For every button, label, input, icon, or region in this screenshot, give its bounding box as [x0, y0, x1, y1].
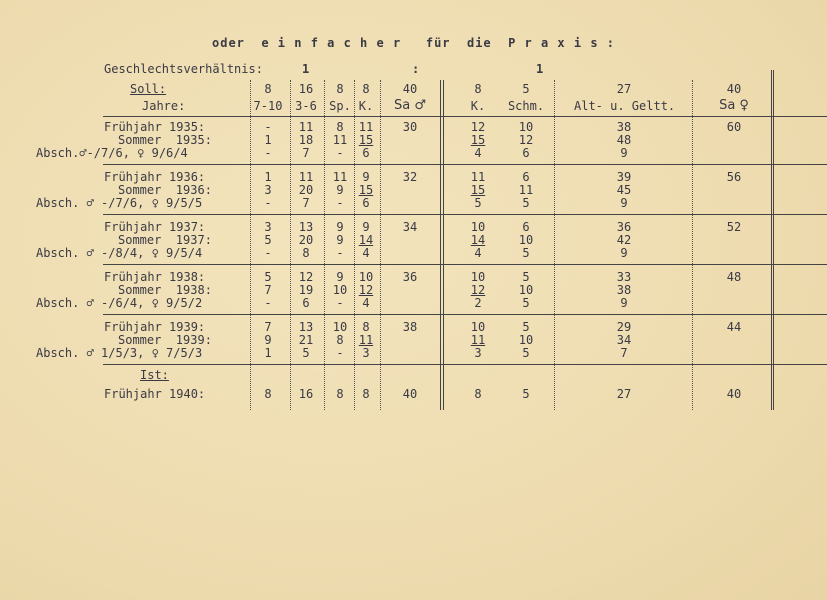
ist-label: Ist:	[140, 368, 169, 382]
ist-value: 8	[474, 387, 482, 401]
table-cell: 45	[616, 183, 632, 197]
column-header: 7-10	[253, 99, 283, 113]
table-cell: 12	[470, 120, 486, 134]
table-cell: 5	[522, 320, 530, 334]
table-cell: 15	[358, 183, 374, 197]
table-cell: 6	[522, 220, 530, 234]
soll-value: 27	[616, 82, 632, 96]
table-cell: -	[336, 196, 344, 210]
table-cell: 3	[264, 220, 272, 234]
table-cell: 33	[616, 270, 632, 284]
column-header: K.	[470, 99, 486, 113]
table-cell: 10	[358, 270, 374, 284]
table-cell: 11	[332, 170, 348, 184]
soll-value: 8	[264, 82, 272, 96]
table-cell: -	[264, 196, 272, 210]
ist-value: 8	[264, 387, 272, 401]
table-cell: 10	[470, 320, 486, 334]
table-cell: 12	[298, 270, 314, 284]
table-cell: 10	[518, 233, 534, 247]
table-cell: 10	[470, 270, 486, 284]
table-cell: 18	[298, 133, 314, 147]
ist-value: 8	[362, 387, 370, 401]
table-cell: 5	[264, 270, 272, 284]
table-cell: 10	[518, 120, 534, 134]
table-cell: 2	[474, 296, 482, 310]
table-cell: 48	[616, 133, 632, 147]
table-cell: 56	[726, 170, 742, 184]
table-cell: 44	[726, 320, 742, 334]
table-cell: 38	[616, 283, 632, 297]
column-header: Sp.	[329, 99, 351, 113]
table-cell: 11	[332, 133, 348, 147]
table-cell: 10	[332, 320, 348, 334]
table-cell: -	[336, 246, 344, 260]
ist-value: 16	[298, 387, 314, 401]
soll-value: 40	[402, 82, 418, 96]
soll-value: 16	[298, 82, 314, 96]
table-cell: 10	[470, 220, 486, 234]
table-cell: 13	[298, 320, 314, 334]
table-cell: 3	[264, 183, 272, 197]
ist-value: 27	[616, 387, 632, 401]
cull-row-label: Absch. ♂ -/8/4, ♀ 9/5/4	[36, 246, 203, 260]
table-cell: 42	[616, 233, 632, 247]
table-cell: 39	[616, 170, 632, 184]
table-cell: 4	[474, 246, 482, 260]
spring-row-label: Frühjahr 1939:	[104, 320, 206, 334]
page-heading: oder e i n f a c h e r für die P r a x i s :	[212, 36, 616, 50]
soll-label: Soll:	[130, 82, 167, 96]
soll-value: 40	[726, 82, 742, 96]
table-cell: 8	[336, 120, 344, 134]
table-cell: 9	[620, 146, 628, 160]
table-cell: 12	[470, 283, 486, 297]
table-cell: 14	[358, 233, 374, 247]
table-cell: 19	[298, 283, 314, 297]
table-cell: 5	[522, 270, 530, 284]
table-cell: 11	[358, 333, 374, 347]
vertical-rule	[692, 80, 693, 410]
table-cell: 7	[302, 196, 310, 210]
table-cell: 12	[518, 133, 534, 147]
soll-value: 8	[362, 82, 370, 96]
table-cell: 36	[616, 220, 632, 234]
table-cell: 10	[518, 333, 534, 347]
table-cell: 9	[336, 183, 344, 197]
years-label: Jahre:	[142, 99, 186, 113]
table-cell: 6	[302, 296, 310, 310]
table-cell: 7	[620, 346, 628, 360]
table-cell: 15	[470, 183, 486, 197]
horizontal-rule	[103, 264, 827, 265]
summer-row-label: Sommer 1935:	[118, 133, 212, 147]
soll-value: 5	[522, 82, 530, 96]
table-cell: 4	[362, 246, 370, 260]
horizontal-rule	[103, 116, 827, 117]
table-cell: 38	[616, 120, 632, 134]
table-cell: 3	[474, 346, 482, 360]
table-cell: 10	[518, 283, 534, 297]
table-cell: 21	[298, 333, 314, 347]
table-cell: 5	[522, 346, 530, 360]
vertical-rule	[250, 80, 251, 410]
table-cell: 9	[336, 233, 344, 247]
column-header: Sa ♂	[393, 98, 426, 113]
table-cell: 60	[726, 120, 742, 134]
table-cell: 6	[522, 146, 530, 160]
horizontal-rule	[103, 214, 827, 215]
ist-value: 5	[522, 387, 530, 401]
table-cell: -	[264, 246, 272, 260]
ist-value: 40	[402, 387, 418, 401]
table-cell: 20	[298, 183, 314, 197]
vertical-rule	[440, 80, 441, 410]
table-cell: 11	[470, 170, 486, 184]
cull-row-label: Absch. ♂ -/7/6, ♀ 9/5/5	[36, 196, 203, 210]
summer-row-label: Sommer 1938:	[118, 283, 212, 297]
horizontal-rule	[103, 164, 827, 165]
table-cell: 34	[616, 333, 632, 347]
vertical-rule	[380, 80, 381, 410]
table-cell: 11	[298, 120, 314, 134]
table-cell: 4	[362, 296, 370, 310]
table-cell: 15	[470, 133, 486, 147]
table-cell: 52	[726, 220, 742, 234]
ratio-sep: :	[412, 62, 420, 76]
table-cell: 14	[470, 233, 486, 247]
table-cell: -	[264, 146, 272, 160]
vertical-rule	[443, 80, 444, 410]
table-cell: 9	[362, 220, 370, 234]
table-cell: -	[336, 346, 344, 360]
summer-row-label: Sommer 1939:	[118, 333, 212, 347]
table-cell: 29	[616, 320, 632, 334]
table-cell: 1	[264, 346, 272, 360]
column-header: 3-6	[295, 99, 317, 113]
table-cell: -	[264, 120, 272, 134]
table-cell: 6	[522, 170, 530, 184]
table-cell: 12	[358, 283, 374, 297]
table-cell: 5	[522, 296, 530, 310]
table-cell: 7	[264, 283, 272, 297]
ratio-right: 1	[536, 62, 544, 76]
table-cell: 10	[332, 283, 348, 297]
table-cell: 5	[264, 233, 272, 247]
ratio-label: Geschlechtsverhältnis:	[104, 62, 263, 76]
table-cell: 38	[402, 320, 418, 334]
ist-row-label: Frühjahr 1940:	[104, 387, 206, 401]
column-header: Schm.	[507, 99, 545, 113]
vertical-rule	[290, 80, 291, 410]
table-cell: 34	[402, 220, 418, 234]
table-cell: 11	[470, 333, 486, 347]
table-cell: 5	[474, 196, 482, 210]
summer-row-label: Sommer 1937:	[118, 233, 212, 247]
table-cell: 7	[302, 146, 310, 160]
table-cell: 8	[302, 246, 310, 260]
table-cell: 4	[474, 146, 482, 160]
summer-row-label: Sommer 1936:	[118, 183, 212, 197]
table-cell: 5	[522, 196, 530, 210]
table-cell: -	[336, 296, 344, 310]
table-cell: 5	[302, 346, 310, 360]
spring-row-label: Frühjahr 1937:	[104, 220, 206, 234]
horizontal-rule	[103, 364, 827, 365]
table-cell: 20	[298, 233, 314, 247]
table-cell: 9	[362, 170, 370, 184]
table-cell: 5	[522, 246, 530, 260]
column-header: K.	[358, 99, 374, 113]
table-cell: 11	[358, 120, 374, 134]
vertical-rule	[354, 80, 355, 410]
table-cell: 8	[362, 320, 370, 334]
table-cell: 1	[264, 133, 272, 147]
table-cell: 48	[726, 270, 742, 284]
table-cell: 9	[620, 196, 628, 210]
table-cell: 36	[402, 270, 418, 284]
table-cell: 1	[264, 170, 272, 184]
vertical-rule	[554, 80, 555, 410]
spring-row-label: Frühjahr 1938:	[104, 270, 206, 284]
table-cell: 30	[402, 120, 418, 134]
soll-value: 8	[336, 82, 344, 96]
cull-row-label: Absch. ♂ -/6/4, ♀ 9/5/2	[36, 296, 203, 310]
table-cell: 3	[362, 346, 370, 360]
column-header: Sa ♀	[719, 98, 749, 113]
table-cell: 9	[336, 270, 344, 284]
table-cell: 13	[298, 220, 314, 234]
horizontal-rule	[103, 314, 827, 315]
ratio-left: 1	[302, 62, 310, 76]
ist-value: 8	[336, 387, 344, 401]
table-cell: 9	[620, 296, 628, 310]
table-cell: 11	[298, 170, 314, 184]
spring-row-label: Frühjahr 1935:	[104, 120, 206, 134]
spring-row-label: Frühjahr 1936:	[104, 170, 206, 184]
table-cell: 15	[358, 133, 374, 147]
vertical-rule	[324, 80, 325, 410]
table-cell: 9	[620, 246, 628, 260]
cull-row-label: Absch.♂-/7/6, ♀ 9/6/4	[36, 146, 188, 160]
vertical-rule	[773, 70, 774, 410]
table-cell: 9	[264, 333, 272, 347]
table-cell: 7	[264, 320, 272, 334]
table-cell: -	[336, 146, 344, 160]
table-cell: -	[264, 296, 272, 310]
ist-value: 40	[726, 387, 742, 401]
soll-value: 8	[474, 82, 482, 96]
table-cell: 32	[402, 170, 418, 184]
table-cell: 6	[362, 196, 370, 210]
cull-row-label: Absch. ♂ 1/5/3, ♀ 7/5/3	[36, 346, 203, 360]
table-cell: 6	[362, 146, 370, 160]
table-cell: 8	[336, 333, 344, 347]
table-cell: 9	[336, 220, 344, 234]
vertical-rule	[771, 70, 772, 410]
column-header: Alt- u. Geltt.	[574, 99, 676, 113]
table-cell: 11	[518, 183, 534, 197]
